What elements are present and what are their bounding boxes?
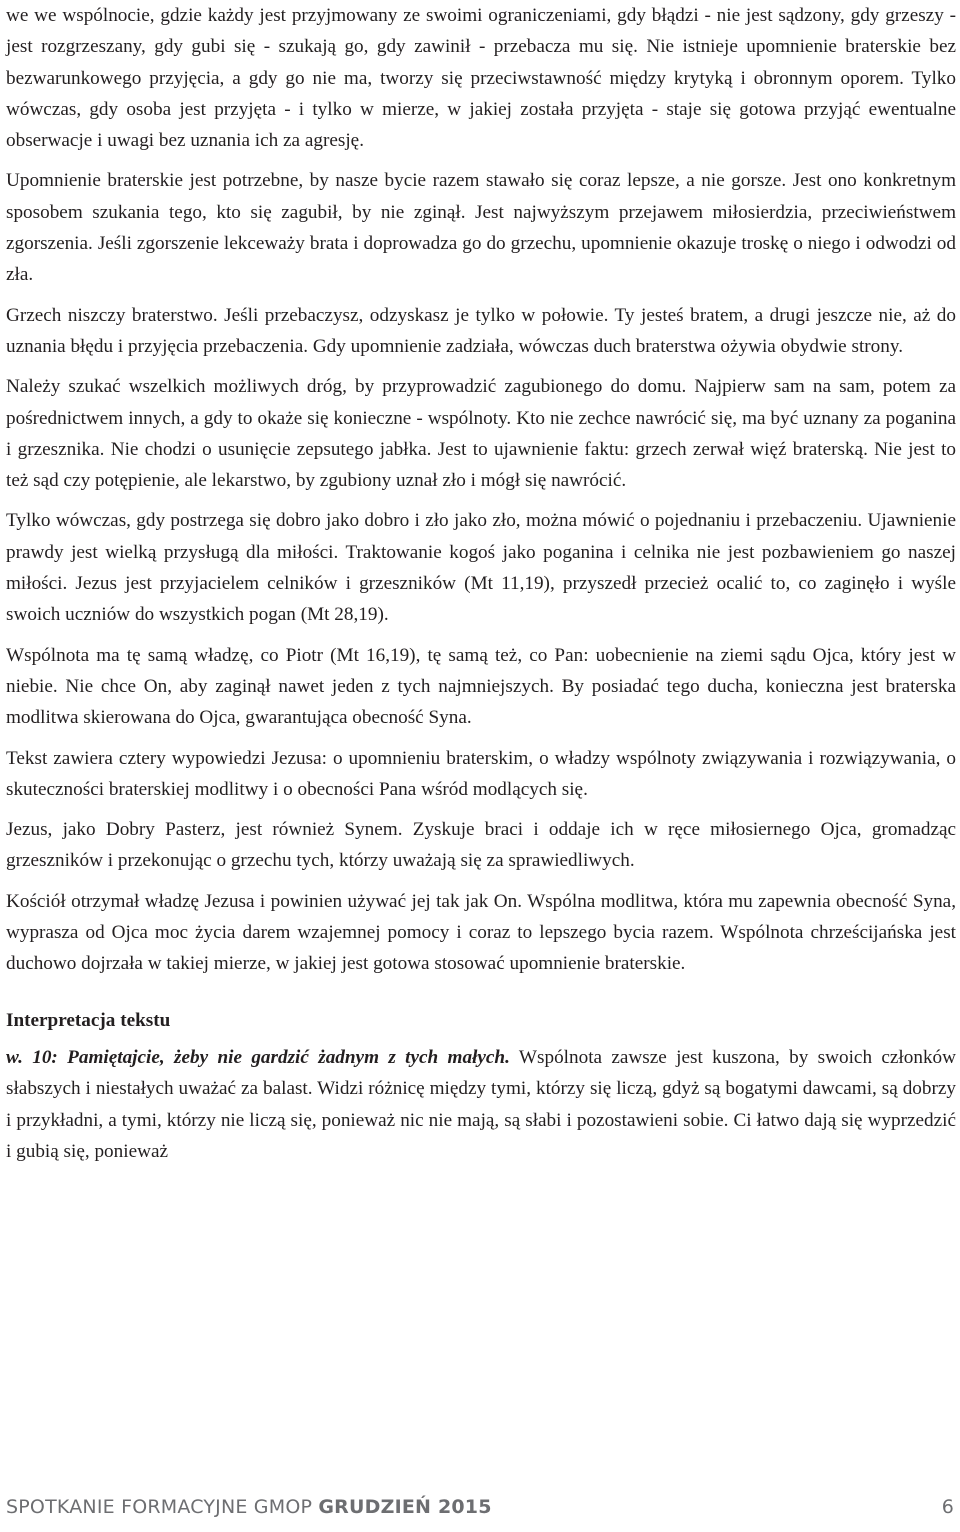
document-page [6,0,956,1176]
paragraph-2: Upomnienie braterskie jest potrzebne, by nasze bycie razem stawało się coraz lepsze, a nie gorsze. Jest ono konkretnym sposobem szukania tego, kto się zagubił, by nie zginął. Jest najwyższym przejawem miłosierdzia, przeciwieństwem zgorszenia. Jeśli zgorszenie lekceważy brata i doprowadza go do grzechu, upomnienie okazuje troskę o niego i odwodzi od zła. [6,170,956,286]
paragraph-6: Wspólnota ma tę samą władzę, co Piotr (Mt 16,19), tę samą też, co Pan: uobecnienie na ziemi sądu Ojca, który jest w niebie. Nie chce On, aby zaginął nawet jeden z tych najmniejszych. By posiadać tego ducha, konieczna jest braterska modlitwa skierowana do Ojca, gwarantująca obecność Syna. [6,644,956,729]
verse-lead: w. 10: Pamiętajcie, żeby nie gardzić żadnym z tych małych. [6,1046,510,1068]
section-heading: Interpretacja tekstu [6,1009,171,1031]
paragraph-7: Tekst zawiera cztery wypowiedzi Jezusa: o upomnieniu braterskim, o władzy wspólnoty związywania i rozwiązywania, o skuteczności braterskiej modlitwy i o obecności Pana wśród modlących się. [6,747,956,800]
paragraph-1: we we wspólnocie, gdzie każdy jest przyjmowany ze swoimi ograniczeniami, gdy błądzi - nie jest sądzony, gdy grzeszy - jest rozgrzeszany, gdy gubi się - szukają go, gdy zawinił - przebacza mu się. Nie istnieje upomnienie braterskie bez bezwarunkowego przyjęcia, a gdy go nie ma, tworzy się przeciwstawność między krytyką i obronnym oporem. Tylko wówczas, gdy osoba jest przyjęta - i tylko w mierze, w jakiej została przyjęta - staje się gotowa przyjąć ewentualne obserwacje i uwagi bez uznania ich za agresję. [6,5,956,152]
page-footer [6,1496,954,1526]
interpretation-paragraph [6,1042,956,1167]
paragraph-3: Grzech niszczy braterstwo. Jeśli przebaczysz, odzyskasz je tylko w połowie. Ty jesteś bratem, a drugi jeszcze nie, aż do uznania błędu i przyjęcia przebaczenia. Gdy upomnienie zadziała, wówczas duch braterstwa ożywia obydwie strony. [6,304,956,357]
page-number: 6 [941,1496,954,1518]
interpretation-body: Wspólnota zawsze jest kuszona, by swoich członków słabszych i niestałych uważać za balast. Widzi różnicę między tymi, którzy się liczą, gdyż są bogatymi dawcami, są dobrzy i przykładni, a tymi, którzy nie liczą się, ponieważ nic nie mają, są słabi i pozostawieni sobie. Ci łatwo dają się wyprzedzić i gubią się, ponieważ [6,1046,956,1162]
paragraph-8: Jezus, jako Dobry Pasterz, jest również Synem. Zyskuje braci i oddaje ich w ręce miłosiernego Ojca, gromadząc grzeszników i przekonując o grzechu tych, którzy uważają się za sprawiedliwych. [6,819,956,872]
paragraph-5: Tylko wówczas, gdy postrzega się dobro jako dobro i zło jako zło, można mówić o pojednaniu i przebaczeniu. Ujawnienie prawdy jest wielką przysługą dla miłości. Traktowanie kogoś jako poganina i celnika nie jest pozbawieniem go naszej miłości. Jezus jest przyjacielem celników i grzeszników (Mt 11,19), przyszedł przecież ocalić to, co zaginęło i wyśle swoich uczniów do wszystkich pogan (Mt 28,19). [6,510,956,626]
paragraph-4: Należy szukać wszelkich możliwych dróg, by przyprowadzić zagubionego do domu. Najpierw sam na sam, potem za pośrednictwem innych, a gdy to okaże się konieczne - wspólnoty. Kto nie zechce nawrócić się, ma być uznany za poganina i grzesznika. Nie chodzi o usunięcie zepsutego jabłka. Jest to ujawnienie faktu: grzech zerwał więź braterską. Nie jest to też sąd czy potępienie, ale lekarstwo, by zgubiony uznał zło i mógł się nawrócić. [6,376,956,492]
footer-series: SPOTKANIE FORMACYJNE GMOP [6,1496,313,1518]
paragraph-9: Kościół otrzymał władzę Jezusa i powinien używać jej tak jak On. Wspólna modlitwa, która mu zapewnia obecność Syna, wyprasza od Ojca moc życia darem wzajemnej pomocy i coraz to lepszego bycia razem. Wspólnota chrześcijańska jest duchowo dojrzała w takiej mierze, w jakiej jest gotowa stosować upomnienie braterskie. [6,890,956,975]
footer-month: GRUDZIEŃ 2015 [318,1496,492,1518]
footer-title [6,1496,492,1518]
